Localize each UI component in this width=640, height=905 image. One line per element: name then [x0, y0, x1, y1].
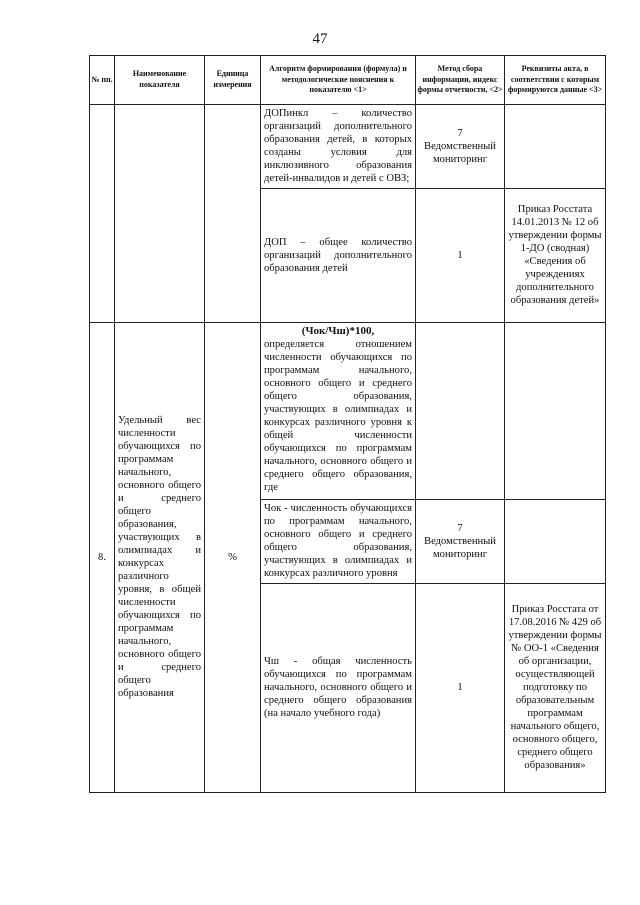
header-unit: Единица измерения	[205, 56, 261, 105]
requisites-cell	[505, 499, 606, 583]
table-header-row	[90, 56, 606, 105]
page-number: 47	[312, 31, 328, 47]
algorithm-cell: Чок - численность обучающихся по программам начального, основного общего и среднего общего образования, участвующих в олимпиадах и конкурсах различного уровня	[261, 499, 416, 583]
method-cell-empty	[416, 322, 505, 499]
method-name: Ведомственный мониторинг	[424, 140, 496, 165]
requisites-cell: Приказ Росстата 14.01.2013 № 12 об утверждении формы 1-ДО (сводная) «Сведения об учреждениях дополнительного образования детей»	[505, 188, 606, 322]
formula-cell	[261, 322, 416, 499]
header-num: № пп.	[90, 56, 115, 105]
header-method: Метод сбора информации, индекс формы отчетности, <2>	[416, 56, 505, 105]
requisites-cell: Приказ Росстата от 17.08.2016 № 429 об утверждении формы № ОО-1 «Сведения об организации, осуществляющей подготовку по образовательным программам начального общего, основного общего, среднего общего образования»	[505, 583, 606, 792]
indicator-name: Удельный вес численности обучающихся по программам начального, основного общего и среднего общего образования, участвующих в олимпиадах и конкурсах различного уровня, в общей численности обучающихся по программам начального, основного общего и среднего общего образования	[115, 322, 205, 792]
method-cell	[416, 499, 505, 583]
formula: (Чок/Чш)*100,	[301, 324, 375, 337]
cont-unit-cell	[205, 104, 261, 322]
method-code: 7	[457, 522, 463, 534]
algorithm-cell: ДОП – общее количество организаций дополнительного образования детей	[261, 188, 416, 322]
header-name: Наименование показателя	[115, 56, 205, 105]
method-name: Ведомственный мониторинг	[424, 535, 496, 560]
unit-value: %	[205, 322, 261, 792]
cont-name-cell	[115, 104, 205, 322]
header-algorithm: Алгоритм формирования (формула) и методологические пояснения к показателю <1>	[261, 56, 416, 105]
method-cell	[416, 188, 505, 322]
method-code: 1	[457, 682, 463, 694]
row-number: 8.	[90, 322, 115, 792]
method-code: 1	[457, 249, 463, 261]
table-row	[90, 104, 606, 188]
method-cell	[416, 104, 505, 188]
requisites-cell-empty	[505, 322, 606, 499]
indicators-table	[89, 55, 606, 793]
method-code: 7	[457, 127, 463, 139]
formula-text: определяется отношением численности обучающихся по программам начального, основного общего и среднего общего образования, участвующих в олимпиадах и конкурсах различного уровня к общей численности обучающихся по программам начального, основного общего и среднего общего образования, где	[264, 338, 412, 493]
algorithm-cell: Чш - общая численность обучающихся по программам начального, основного общего и среднего общего образования (на начало учебного года)	[261, 583, 416, 792]
method-cell	[416, 583, 505, 792]
table-row	[90, 322, 606, 499]
header-requisites: Реквизиты акта, в соответствии с которым формируются данные <3>	[505, 56, 606, 105]
cont-num-cell	[90, 104, 115, 322]
algorithm-cell: ДОПинкл – количество организаций дополнительного образования детей, в которых созданы условия для инклюзивного образования детей-инвалидов и детей с ОВЗ;	[261, 104, 416, 188]
requisites-cell	[505, 104, 606, 188]
